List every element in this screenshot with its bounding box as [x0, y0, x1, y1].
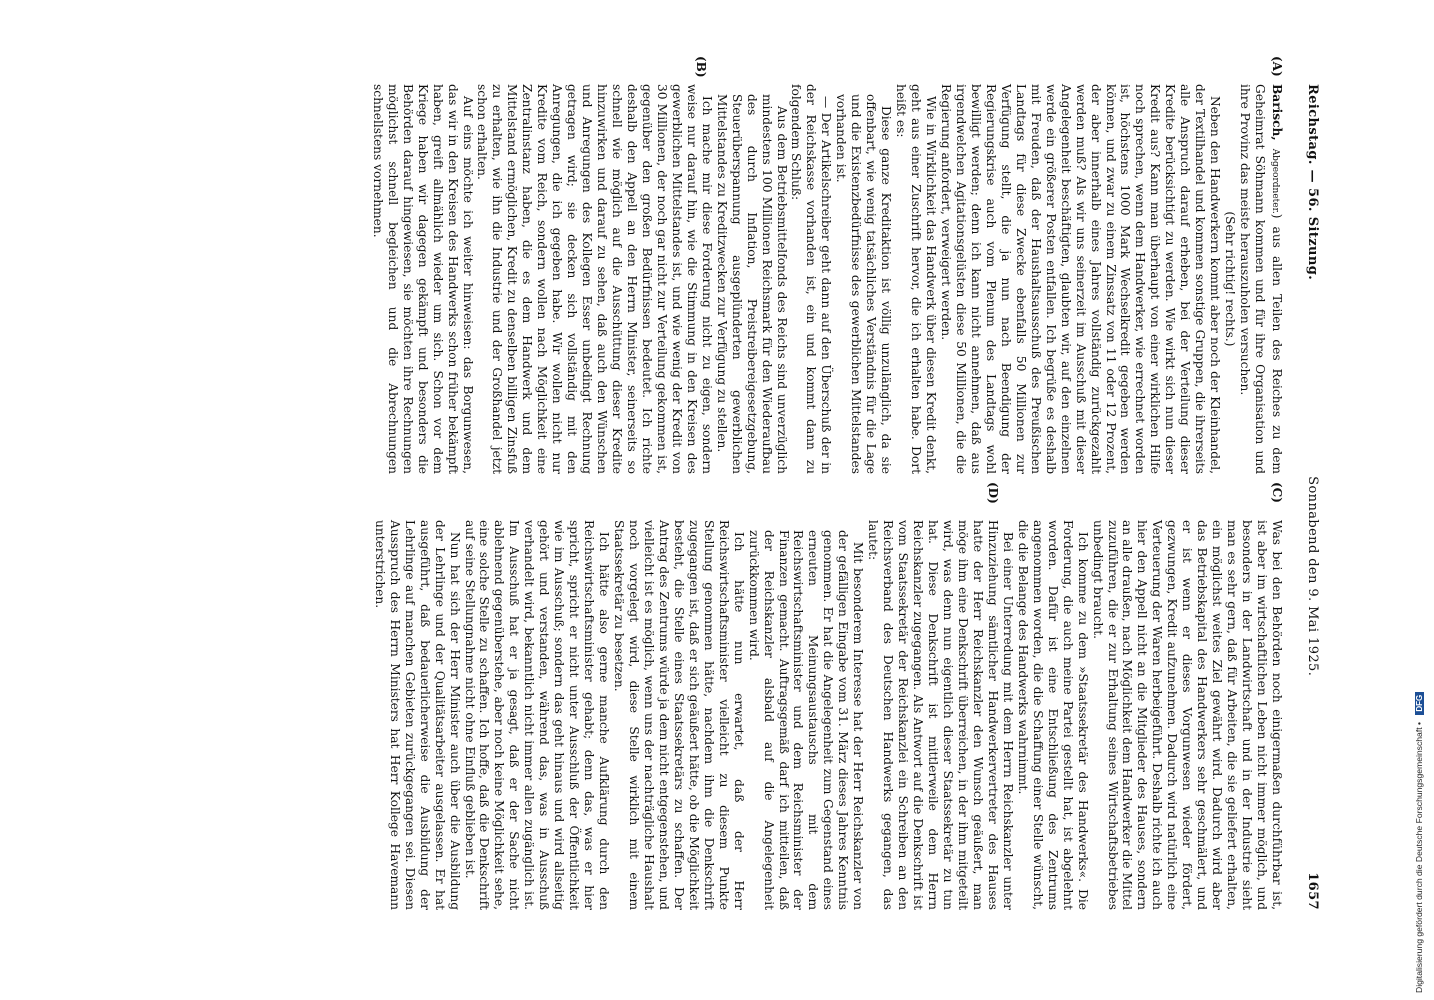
interjection: (Sehr richtig! rechts.): [1223, 211, 1238, 347]
digitization-credit: Digitalisierung gefördert durch die Deutsche Forschungsgemeinschaft •: [1414, 722, 1424, 993]
quotation: Diese ganze Kreditaktion ist völlig unzulänglich, da sie offenbart, wie wenig tatsächliches Verständnis für die Lage und die Existenzbedürfnisse des gewerblichen Mittelstandes vorhanden ist.: [834, 94, 894, 474]
header-date: Sonnabend den 9. Mai 1925.: [1305, 476, 1320, 677]
paragraph: Ich hätte nun erwartet, daß der Herr Reichswirtschaftsminister vielleicht zu diesem Punkte Stellung genommen hätte, nachdem ihm die Denkschrift zugegangen ist, daß er sich geäußert hätte, ob die Möglichkeit besteht, die Stelle eines Staatssekretärs zu schaffen. Der Antrag des Zentrums würde ja dem nicht entgegenstehen, und vielleicht ist es möglich, wenn uns der nachträgliche Haushalt noch vorgelegt wird, diese Stelle wirklich mit einem Staatssekretär zu besetzen.: [612, 520, 746, 910]
paragraph: Auf eins möchte ich weiter hinweisen: das Borgunwesen, das wir in den Kreisen des Handwerks schon früher bekämpft haben, greift allmählich wieder um sich. Schon vor dem Kriege haben wir dagegen gekämpft und besonders die Behörden darauf hingewiesen, sie möchten ihre Rechnungen möglichst schnell begleichen und die Abrechnungen schnellstens vornehmen.: [370, 84, 475, 474]
speaker-line: Barisch, Abgeordneter.) aus allen Teilen des Reiches zu dem Geheimrat Söhmann kommen und für ihre Organisation und ihre Provinz das meiste herauszuholen versuchen.: [1238, 84, 1284, 474]
paragraph: Wie in Wirklichkeit das Handwerk über diesen Kredit denkt, geht aus einer Zuschrift hervor, die ich erhalten habe. Dort heißt es:: [894, 84, 939, 474]
speaker-role: Abgeordneter.: [1270, 148, 1280, 214]
margin-marker-a: (A): [1270, 56, 1284, 77]
quotation: Mit besonderem Interesse hat der Herr Reichskanzler von der gefälligen Eingabe vom 31. März dieses Jahres Kenntnis genommen. Er hat die Angelegenheit zum Gegenstand eines erneuten Meinungsaustauschs mit dem Reichswirtschaftsminister und dem Reichsminister der Finanzen gemacht. Auftragsgemäß darf ich mitteilen, daß der Reichskanzler alsbald auf die Angelegenheit zurückkommen wird.: [746, 530, 866, 910]
right-column: [372, 520, 1284, 910]
margin-marker-c: (C): [1270, 482, 1284, 503]
paragraph: Neben den Handwerkern kommt aber noch der Kleinhandel, der Textilhandel und kommen sonstige Gruppen, die ihrerseits alle Anspruch darauf erheben, bei der Verteilung dieser Kredite berücksichtigt zu werden. Wie wirkt sich nun dieser Kredit aus? Kann man überhaupt von einer wirklichen Hilfe noch sprechen, wenn dem Handwerker, wie errechnet worden ist, höchstens 1000 Mark Wechselkredit gegeben werden können, und zwar zu einem Zinssatz von 11 oder 12 Prozent, der aber innerhalb eines Jahres vollständig zurückgezahlt werden muß? Als wir uns seinerzeit im Ausschuß mit dieser Angelegenheit beschäftigten, glaubten wir, auf den einzelnen werde ein größerer Posten entfallen. Ich begrüße es deshalb mit Freuden, daß der Haushaltsausschuß des Preußischen Landtags für diese Zwecke ebenfalls 50 Millionen zur Verfügung stellt, die ja nun nach Beendigung der Regierungskrise auch vom Plenum des Landtags wohl bewilligt werden; denn ich kann nicht annehmen, daß aus irgendwelchen Agitationsgelüsten diese 50 Millionen, die die Regierung anfordert, verweigert werden.: [939, 84, 1223, 474]
page-number: 1657: [1305, 872, 1320, 910]
paragraph: Was bei den Behörden noch einigermaßen durchführbar ist, ist aber im wirtschaftlichen Leben nicht immer möglich, und besonders in der Landwirtschaft und in der Industrie sieht man es sehr gern, daß für Arbeiten, die sie geliefert erhalten, ein möglichst weites Ziel gewährt wird. Dadurch wird aber das Betriebskapital des Handwerkers sehr geschmälert, und er ist wenn er dieses Vorgunwesen wieder fördert, gezwungen, Kredit aufzunehmen. Dadurch wird natürlich eine Verteuerung der Waren herbeigeführt. Deshalb richte ich auch hier den Appell nicht an die Mitglieder des Hauses, sondern an alle draußen, nach Möglichkeit dem Handwerker die Mittel zuzuführen, die er zur Erhaltung seines Wirtschaftsbetriebes unbedingt braucht.: [1090, 520, 1284, 910]
paragraph: — Der Artikelschreiber geht dann auf den Überschuß der in der Reichskasse vorhanden ist, ein und kommt dann zu folgendem Schluß:: [789, 84, 834, 474]
paragraph: Ich hätte also gerne manche Aufklärung durch den Reichswirtschaftsminister gehabt; denn das, was er hier spricht, spricht er nicht unter Ausschluß der Öffentlichkeit wie im Ausschuß; sondern das geht hinaus und wird allseitig gehört und verstanden, während das, was in Ausschuß verhandelt wird, bekanntlich nicht immer allen zugänglich ist. Im Ausschuß hat er ja gesagt, daß er der Sache nicht ablehnend gegenüberstehe, aber noch keine Möglichkeit sehe, eine solche Stelle zu schaffen. Ich hoffe, daß die Denkschrift auf seine Stellungnahme nicht ohne Einfluß geblieben ist.: [462, 520, 612, 910]
paragraph: Ich mache mir diese Forderung nicht zu eigen, sondern weise nur darauf hin, wie die Stimmung in den Kreisen des gewerblichen Mittelstandes ist, und wie wenig der Kredit von 30 Millionen, der noch gar nicht zur Verteilung gekommen ist, gegenüber den großen Bedürfnissen bedeutet. Ich richte deshalb den Appell an den Herrn Minister, seinerseits so schnell wie möglich auf die Ausschüttung dieser Kredite hinzuwirken und darauf zu sehen, daß auch den Wünschen und Anregungen des Kollegen Esser unbedingt Rechnung getragen wird; sie decken sich vollständig mit den Anregungen, die ich gegeben habe. Wir wollen nicht nur Kredite vom Reich, sondern wollen nach Möglichkeit eine Zentralinstanz haben, die es dem Handwerk und dem Mittelstand ermöglichen, Kredit zu denselben billigen Zinsfuß zu erhalten, wie ihn die Industrie und der Großhandel jetzt schon erhalten.: [475, 84, 714, 474]
paragraph: Bei einer Unterredung mit dem Herrn Reichskanzler unter Hinzuziehung sämtlicher Handwerkervertreter des Hauses hatte der Herr Reichskanzler den Wunsch geäußert, man möge ihm eine Denkschrift überreichen, in der ihm mitgeteilt wird, was denn nun eigentlich dieser Staatssekretär zu tun hat. Diese Denkschrift ist mittlerweile dem Herrn Reichskanzler zugegangen. Als Antwort auf die Denkschrift ist vom Staatssekretär der Reichskanzlei ein Schreiben an den Reichsverband des Deutschen Handwerks gegangen, das lautet:: [866, 520, 1015, 910]
dfg-logo: DFG: [1415, 692, 1424, 715]
margin-marker-d: (D): [986, 482, 1000, 504]
margin-marker-b: (B): [694, 56, 708, 78]
speaker-name: Barisch: [1270, 84, 1284, 137]
header-left: Reichstag. — 56. Sitzung.: [1305, 84, 1320, 281]
speaker-suffix: ,: [1270, 136, 1284, 141]
sidebar-note: [1414, 692, 1424, 993]
paragraph: Nun hat sich der Herr Minister auch über die Ausbildung der Lehrlinge und der Qualitätsarbeiter ausgelassen. Er hat ausgeführt, daß bedauerlicherweise die Ausbildung der Lehrlinge auf manchen Gebieten zurückgegangen sei. Diesen Ausspruch des Herrn Ministers hat Herr Kollege Havemann unterstrichen.: [372, 520, 462, 910]
paragraph: Ich komme zu dem »Staatssekretär des Handwerks«. Die Forderung, die auch meine Partei gestellt hat, ist abgelehnt worden. Dafür ist eine Entschließung des Zentrums angenommen worden, die die Schaffung einer Stelle wünscht, die die Belange des Handwerks wahrnimmt.: [1015, 520, 1090, 910]
page-header: [1294, 84, 1320, 910]
left-column: [370, 84, 1284, 474]
paragraph: aus allen Teilen des Reiches zu dem Geheimrat Söhmann kommen und für ihre Organisation und ihre Provinz das meiste herauszuholen versuchen.: [1238, 84, 1284, 474]
quotation: Aus dem Betriebsmittelfonds des Reichs sind unverzüglich mindestens 100 Millionen Reichsmark für den Wiederaufbau des durch Inflation, Preistreibereigesetzgebung, Steuerüberspannung ausgeplünderten gewerblichen Mittelstandes zu Kreditzwecken zur Verfügung zu stellen.: [714, 94, 789, 474]
rotated-page-content: [105, 56, 1320, 910]
digitization-sidebar: [1408, 0, 1434, 1000]
